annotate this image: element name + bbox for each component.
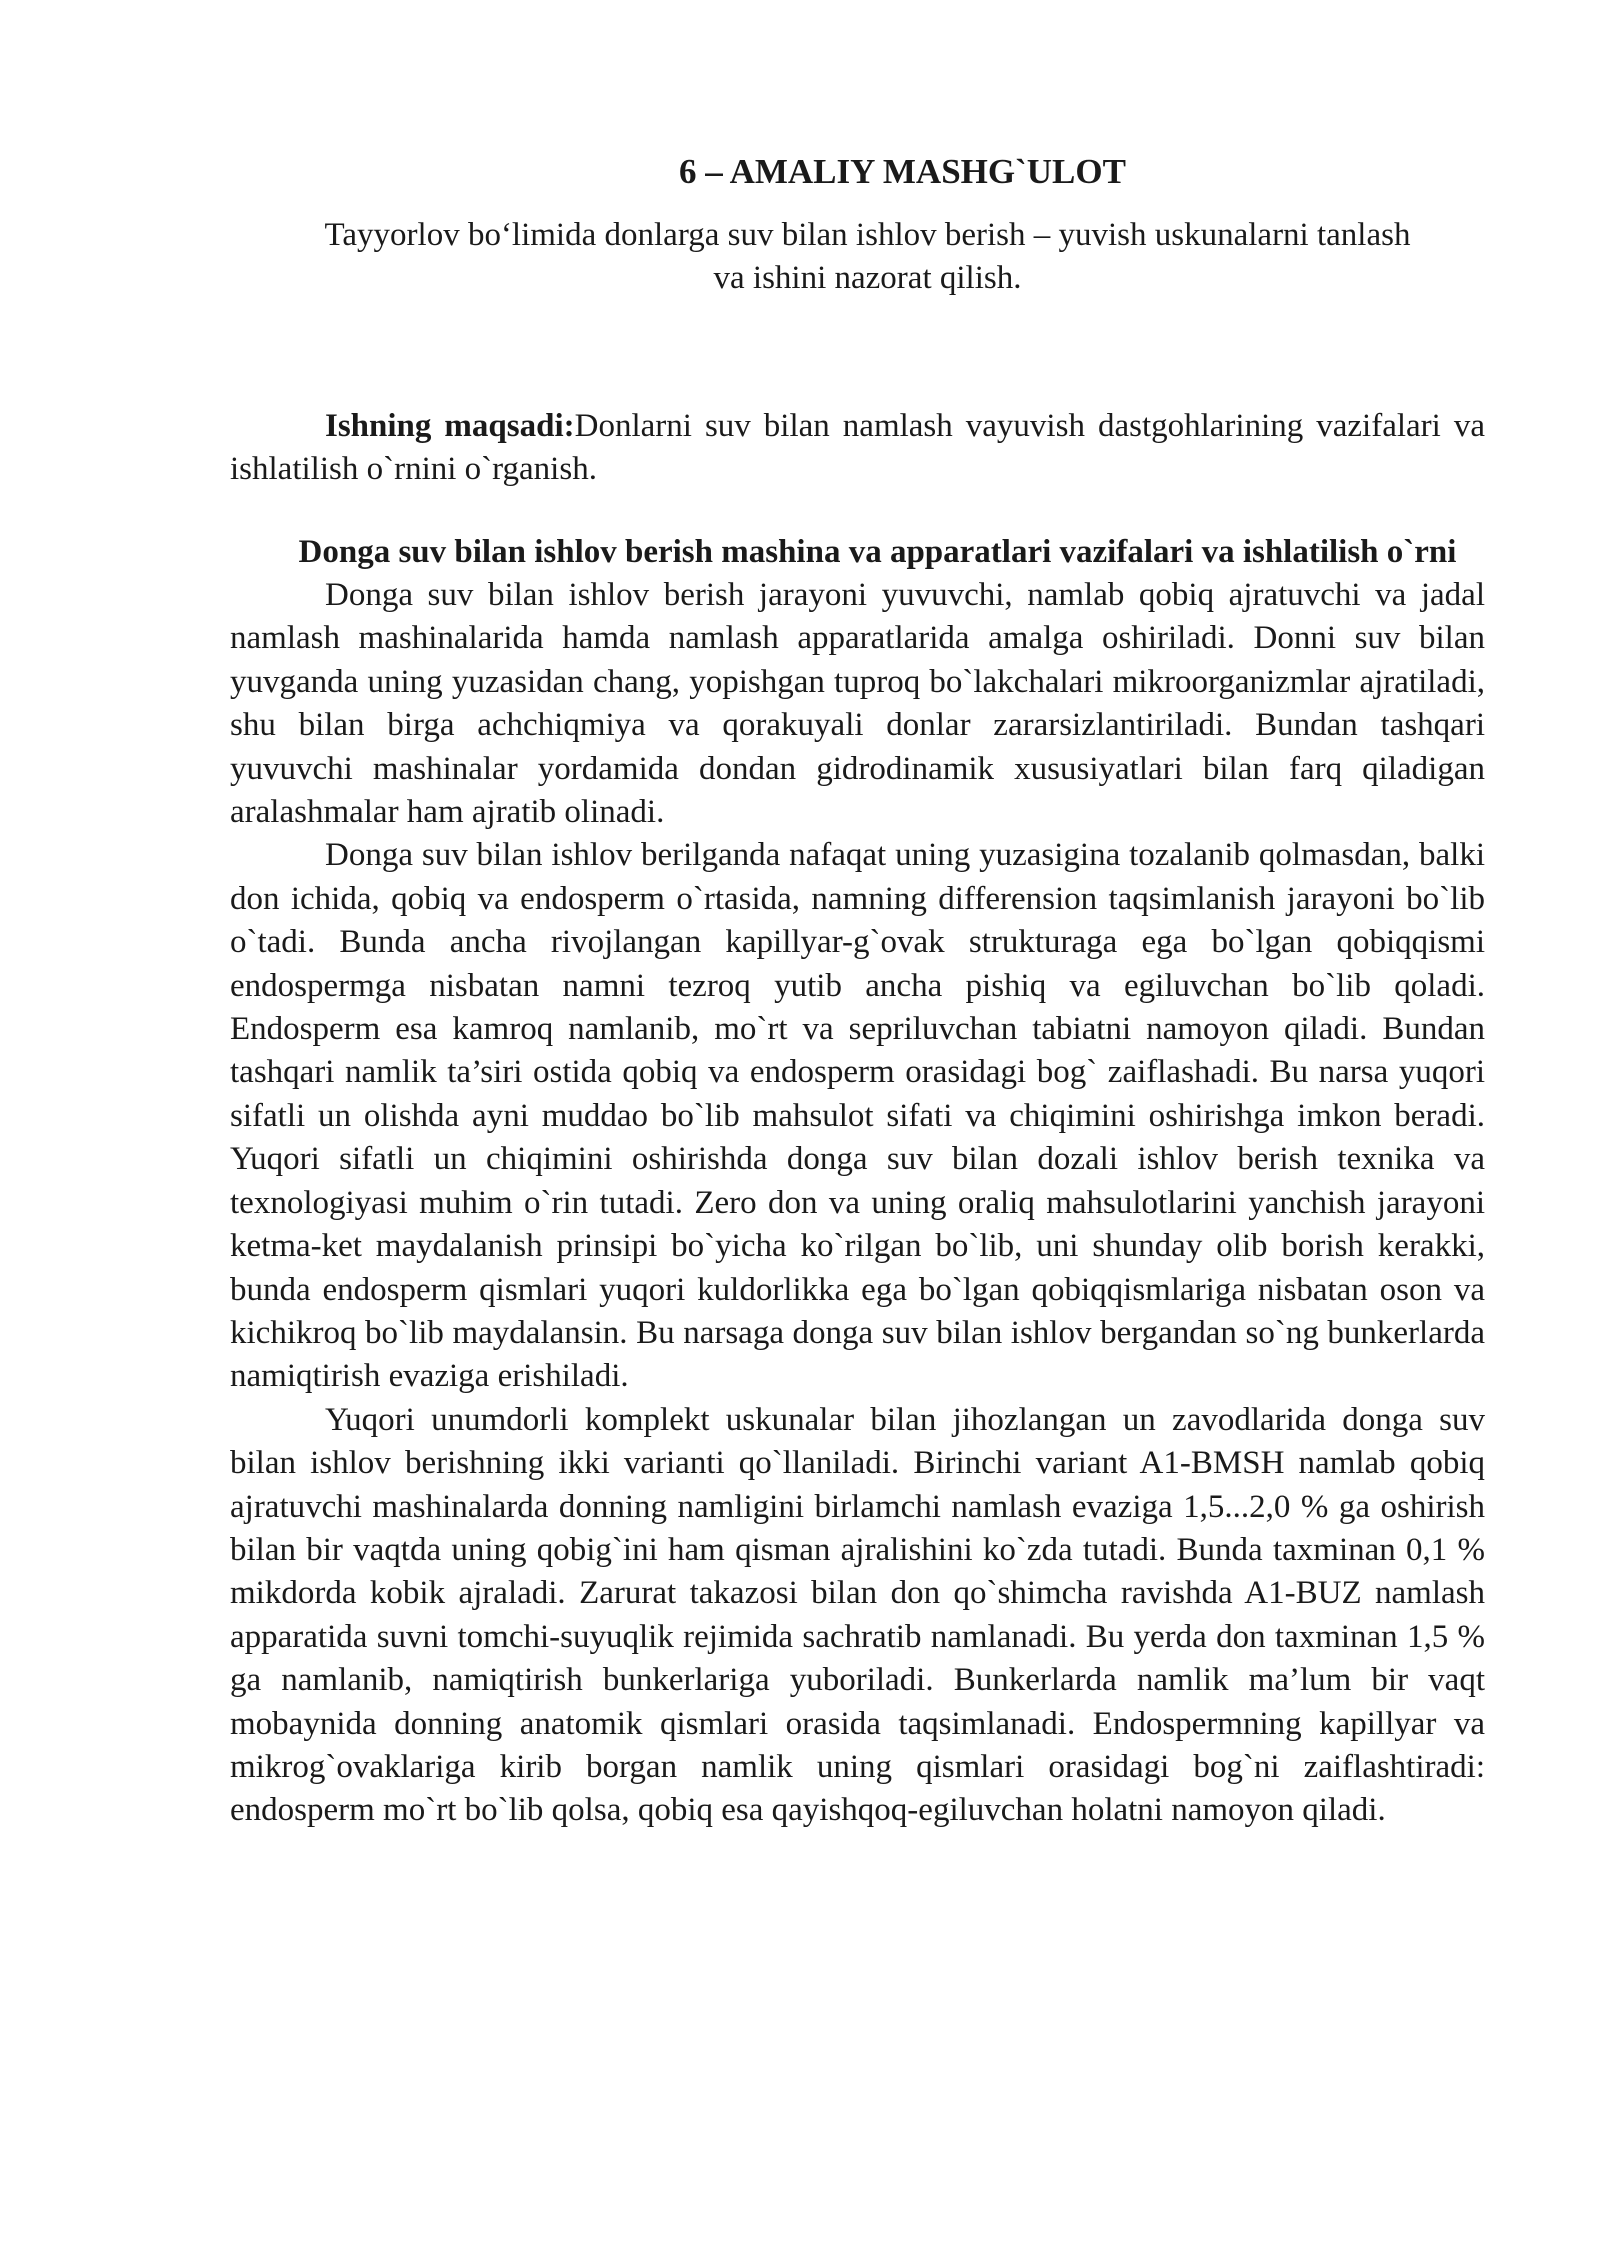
section-heading: Donga suv bilan ishlov berish mashina va apparatlari vazifalari va ishlatilish o`rni: [298, 534, 1457, 570]
body-paragraph: Donga suv bilan ishlov berilganda nafaqat uning yuzasigina tozalanib qolmasdan, balki don ichida, qobiq va endosperm o`rtasida, namning differension taqsimlanish jarayoni bo`lib o`tadi. Bunda ancha rivojlangan kapillyar-g`ovak strukturaga ega bo`lgan qobiqqismi endospermga nisbatan namni tezroq yutib ancha pishiq va egiluvchan bo`lib qoladi. Endosperm esa kamroq namlanib, mo`rt va sepriluvchan tabiatni namoyon qiladi. Bundan tashqari namlik ta’siri ostida qobiq va endosperm orasidagi bog` zaiflashadi. Bu narsa yuqori sifatli un olishda ayni muddao bo`lib mahsulot sifati va chiqimini oshirishga imkon beradi. Yuqori sifatli un chiqimini oshirishda donga suv bilan dozali ishlov berish texnika va texnologiyasi muhim o`rin tutadi. Zero don va uning oraliq mahsulotlarini yanchish jarayoni ketma-ket maydalanish prinsipi bo`yicha ko`rilgan bo`lib, uni shunday olib borish kerakki, bunda endosperm qismlari yuqori kuldorlikka ega bo`lgan qobiqqismlariga nisbatan oson va kichikroq bo`lib maydalansin. Bu narsaga donga suv bilan ishlov bergandan so`ng bunkerlarda namiqtirish evaziga erishiladi.: [230, 837, 1485, 1395]
body-paragraph: Yuqori unumdorli komplekt uskunalar bilan jihozlangan un zavodlarida donga suv bilan ishlov berishning ikki varianti qo`llaniladi. Birinchi variant A1-BMSH namlab qobiq ajratuvchi mashinalarda donning namligini birlamchi namlash evaziga 1,5...2,0 % ga oshirish bilan bir vaqtda uning qobig`ini ham qisman ajralishini ko`zda tutadi. Bunda taxminan 0,1 % mikdorda kobik ajraladi. Zarurat takazosi bilan don qo`shimcha ravishda A1-BUZ namlash apparatida suvni tomchi-suyuqlik rejimida sachratib namlanadi. Bu yerda don taxminan 1,5 % ga namlanib, namiqtirish bunkerlariga yuboriladi. Bunkerlarda namlik ma’lum bir vaqt mobaynida donning anatomik qismlari orasida taqsimlanadi. Endospermning kapillyar va mikrog`ovaklariga kirib borgan namlik uning qismlari orasidagi bog`ni zaiflashtiradi: endosperm mo`rt bo`lib qolsa, qobiq esa qayishqoq-egiluvchan holatni namoyon qiladi.: [230, 1401, 1485, 1829]
body-paragraph: Donga suv bilan ishlov berish jarayoni yuvuvchi, namlab qobiq ajratuvchi va jadal namlash mashinalarida hamda namlash apparatlarida amalga oshiriladi. Donni suv bilan yuvganda uning yuzasidan chang, yopishgan tuproq bo`lakchalari mikroorganizmlar ajratiladi, shu bilan birga achchiqmiya va qorakuyali donlar zararsizlantiriladi. Bundan tashqari yuvuvchi mashinalar yordamida dondan gidrodinamik xususiyatlari bilan farq qiladigan aralashmalar ham ajratib olinadi.: [230, 577, 1485, 831]
goal-label: Ishning maqsadi:: [325, 408, 575, 444]
page-subtitle: Tayyorlov bo‘limida donlarga suv bilan ishlov berish – yuvish uskunalarni tanlash va ishini nazorat qilish.: [324, 217, 1411, 296]
goal-text: Donlarni suv bilan namlash vayuvish dastgohlarining vazifalari va ishlatilish o`rnini o`rganish.: [230, 408, 1486, 487]
page-title: 6 – AMALIY MASHG`ULOT: [679, 152, 1126, 191]
goal-paragraph: [230, 405, 1485, 491]
document-page: [230, 150, 1485, 1833]
